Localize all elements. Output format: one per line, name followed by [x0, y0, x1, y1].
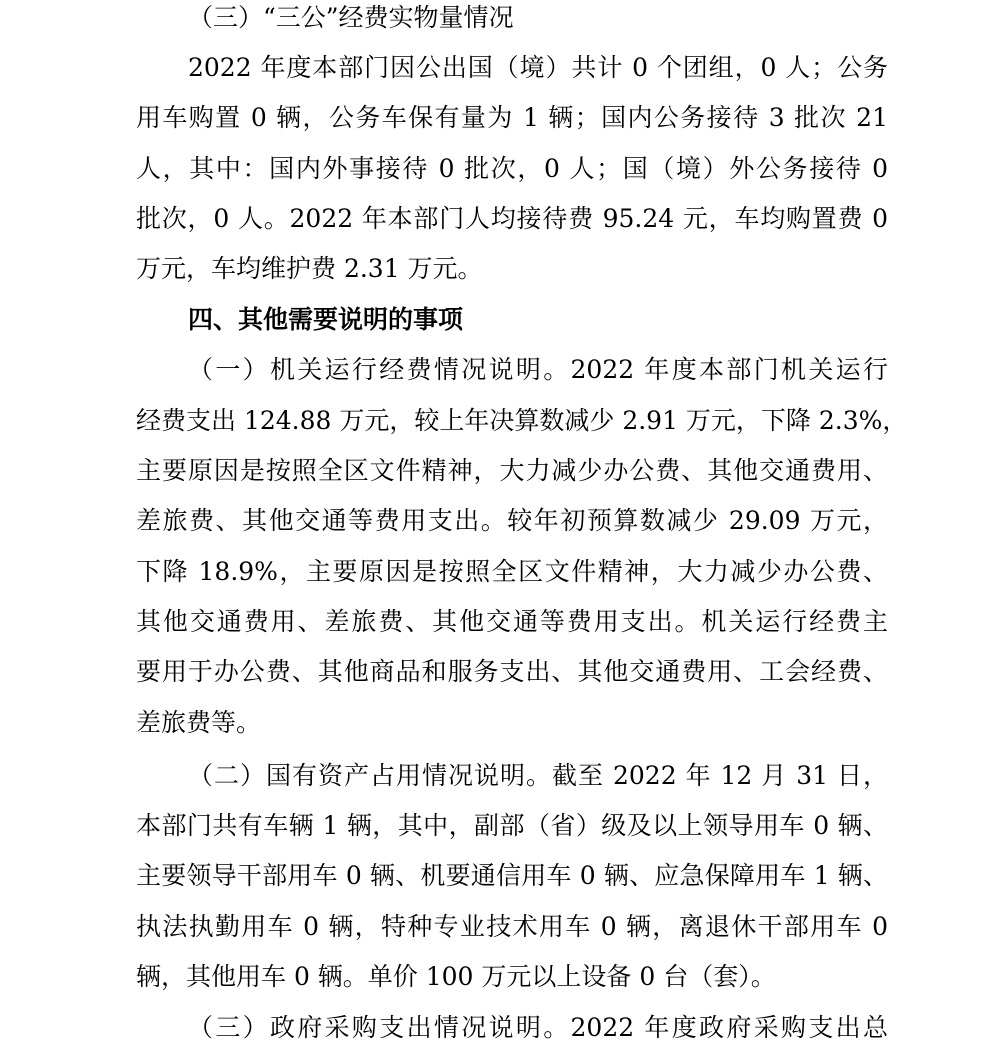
paragraph-line: 主要原因是按照全区文件精神，大力减少办公费、其他交通费用、	[136, 456, 888, 485]
paragraph-line: 万元，车均维护费 2.31 万元。	[136, 254, 483, 283]
paragraph-line: 差旅费、其他交通等费用支出。较年初预算数减少 29.09 万元，	[136, 506, 888, 535]
paragraph-line: 下降 18.9%，主要原因是按照全区文件精神，大力减少办公费、	[136, 557, 888, 586]
paragraph-line: （一）机关运行经费情况说明。2022 年度本部门机关运行	[188, 355, 888, 384]
paragraph-line: 人，其中：国内外事接待 0 批次，0 人；国（境）外公务接待 0	[136, 154, 888, 183]
section-heading-three-public-physical: （三）“三公”经费实物量情况	[188, 3, 514, 32]
section-heading-other-matters: 四、其他需要说明的事项	[188, 305, 464, 334]
paragraph-line: 用车购置 0 辆，公务车保有量为 1 辆；国内公务接待 3 批次 21	[136, 103, 888, 132]
paragraph-line: 其他交通费用、差旅费、其他交通等费用支出。机关运行经费主	[136, 607, 888, 636]
paragraph-line: 经费支出 124.88 万元，较上年决算数减少 2.91 万元，下降 2.3%，	[136, 406, 908, 435]
paragraph-line: 2022 年度本部门因公出国（境）共计 0 个团组，0 人；公务	[188, 53, 888, 82]
paragraph-line: 要用于办公费、其他商品和服务支出、其他交通费用、工会经费、	[136, 657, 888, 686]
paragraph-line: 批次，0 人。2022 年本部门人均接待费 95.24 元，车均购置费 0	[136, 204, 888, 233]
paragraph-line: 本部门共有车辆 1 辆，其中，副部（省）级及以上领导用车 0 辆、	[136, 811, 888, 840]
paragraph-line: 辆，其他用车 0 辆。单价 100 万元以上设备 0 台（套）。	[136, 962, 776, 991]
paragraph-line: （三）政府采购支出情况说明。2022 年度政府采购支出总	[188, 1013, 888, 1042]
paragraph-line: （二）国有资产占用情况说明。截至 2022 年 12 月 31 日，	[188, 761, 888, 790]
paragraph-line: 差旅费等。	[136, 708, 262, 737]
paragraph-line: 主要领导干部用车 0 辆、机要通信用车 0 辆、应急保障用车 1 辆、	[136, 861, 888, 890]
paragraph-line: 执法执勤用车 0 辆，特种专业技术用车 0 辆，离退休干部用车 0	[136, 912, 888, 941]
